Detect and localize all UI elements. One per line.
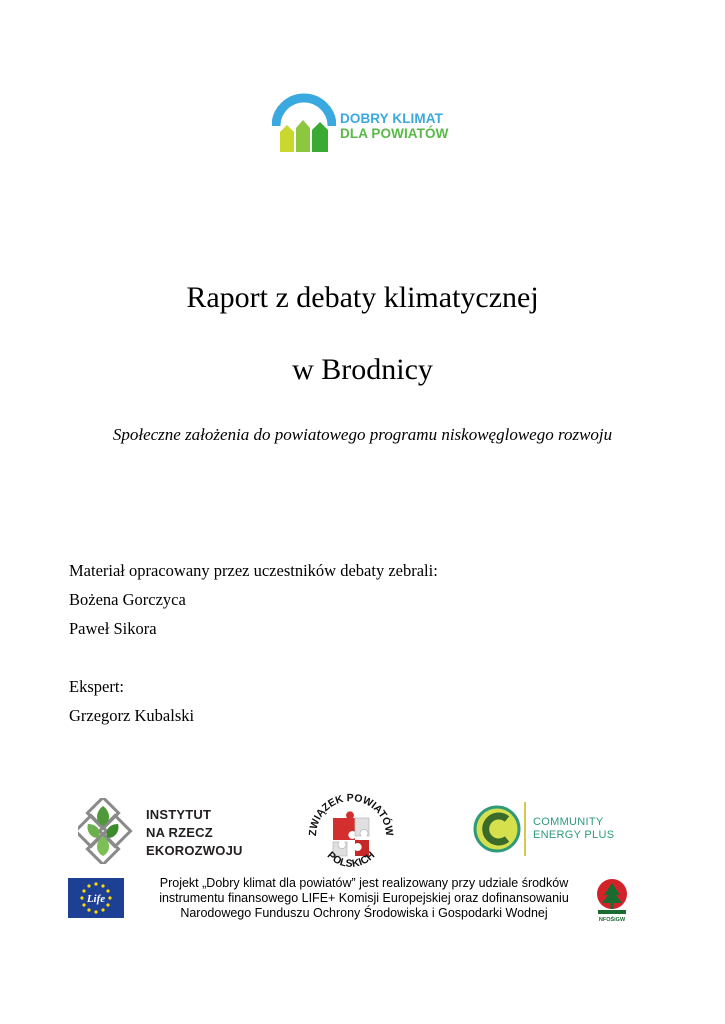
green-c-circle-icon — [473, 800, 529, 858]
logo-text-line1: DOBRY KLIMAT — [340, 111, 443, 126]
nfosigw-logo — [592, 877, 632, 925]
expert-name: Grzegorz Kubalski — [69, 706, 195, 725]
logo-text-line2: DLA POWIATÓW — [340, 126, 449, 141]
expert-label: Ekspert: — [69, 677, 124, 696]
authors-intro: Materiał opracowany przez uczestników debaty zebrali: — [69, 561, 438, 580]
houses-under-arc-icon — [272, 92, 336, 154]
funding-note-line: Narodowego Funduszu Ochrony Środowiska i Gospodarki Wodnej — [180, 906, 548, 920]
eu-life-logo — [68, 878, 124, 918]
ine-text-line: NA RZECZ — [146, 825, 213, 840]
ine-text-line: EKOROZWOJU — [146, 843, 243, 858]
funding-note-line: instrumentu finansowego LIFE+ Komisji Europejskiej oraz dofinansowaniu — [159, 891, 569, 905]
zpp-logo — [306, 790, 396, 874]
ine-logo — [78, 798, 248, 864]
zpp-bottom-text: POLSKICH — [324, 849, 378, 870]
report-title: Raport z debaty klimatycznej — [186, 281, 539, 314]
report-subtitle: Społeczne założenia do powiatowego programu niskowęglowego rozwoju — [112, 425, 613, 444]
cep-text-line: ENERGY PLUS — [533, 829, 615, 841]
eu-flag-life-icon — [68, 878, 124, 918]
cep-logo — [473, 800, 623, 858]
nfosigw-label: NFOŚiGW — [598, 917, 626, 923]
cep-text-line: COMMUNITY — [533, 816, 604, 828]
puzzle-seal-icon — [306, 790, 396, 874]
leaves-diamond-icon — [78, 798, 140, 864]
life-label: Life — [86, 893, 106, 905]
author-name: Bożena Gorczyca — [69, 590, 186, 609]
funding-note-line: Projekt „Dobry klimat dla powiatów” jest realizowany przy udziale środków — [159, 876, 569, 890]
funding-note — [128, 876, 600, 921]
report-title-location: w Brodnicy — [292, 353, 433, 386]
dobry-klimat-logo — [272, 92, 462, 154]
nfosigw-tree-icon — [592, 877, 632, 917]
zpp-arc-text: ZWIĄZEK POWIATÓW — [306, 791, 396, 837]
ine-text-line: INSTYTUT — [146, 807, 212, 822]
author-name: Paweł Sikora — [69, 619, 157, 638]
